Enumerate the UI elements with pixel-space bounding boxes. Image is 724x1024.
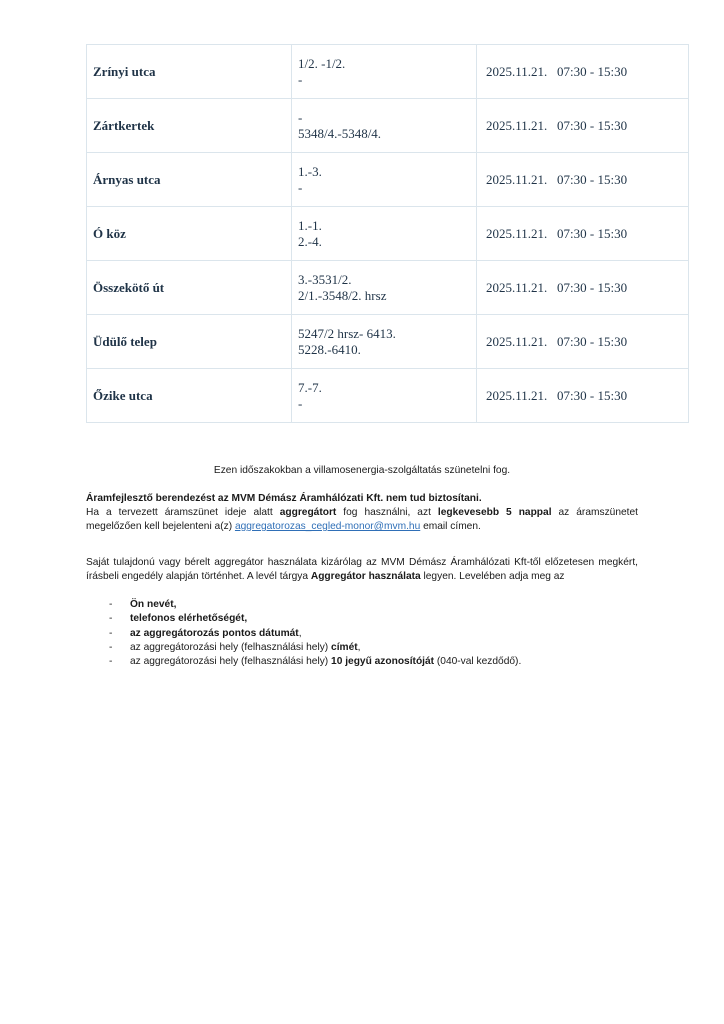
- number-line: 2.-4.: [298, 233, 322, 249]
- number-line: 1/2. -1/2.: [298, 55, 346, 71]
- table-row: [87, 261, 689, 315]
- number-line: 1.-1.: [298, 217, 322, 233]
- outage-datetime: 2025.11.21. 07:30 - 15:30: [477, 261, 689, 315]
- house-numbers: [292, 99, 477, 153]
- list-text: Ön nevét,: [130, 599, 177, 610]
- outage-notice: Ezen időszakokban a villamosenergia-szolgáltatás szünetelni fog.: [213, 465, 511, 476]
- outage-datetime: 2025.11.21. 07:30 - 15:30: [477, 315, 689, 369]
- own-generator-paragraph: [86, 556, 638, 584]
- email-link[interactable]: aggregatorozas_cegled-monor@mvm.hu: [234, 521, 421, 532]
- street-name: Üdülő telep: [87, 315, 292, 369]
- house-numbers: [292, 315, 477, 369]
- outage-table: [86, 44, 689, 423]
- list-item: [86, 598, 646, 612]
- list-dash: -: [109, 627, 113, 639]
- street-name: Összekötő út: [87, 261, 292, 315]
- number-line: -: [298, 395, 303, 411]
- list-text-bold: az aggregátorozás pontos dátumát: [130, 627, 299, 639]
- street-name: Zrínyi utca: [87, 45, 292, 99]
- list-text: az aggregátorozási hely (felhasználási hely): [130, 656, 332, 668]
- table-row: [87, 207, 689, 261]
- table-row: [87, 45, 689, 99]
- list-text: az aggregátorozási hely (felhasználási hely): [130, 641, 332, 653]
- generator-heading-text: Áramfejlesztő berendezést az MVM Démász Áramhálózati Kft. nem tud biztosítani.: [86, 493, 482, 504]
- text-run-bold: aggregátort: [279, 507, 337, 518]
- text-run: Saját tulajdonú vagy bérelt aggregátor használata kizárólag az MVM Démász Áramhálózati Kft-től előzetesen megkért, írásbeli engedély alapján történhet. A levél tárgya: [86, 557, 638, 582]
- number-line: -: [298, 179, 303, 195]
- text-run-bold: legkevesebb 5 nappal: [437, 507, 552, 518]
- street-name: Őzike utca: [87, 369, 292, 423]
- number-line: 3.-3531/2.: [298, 271, 352, 287]
- text-run: Ha a tervezett áramszünet ideje alatt: [86, 507, 280, 518]
- list-dash: -: [109, 613, 113, 625]
- text-run-bold: Aggregátor használata: [310, 571, 421, 582]
- number-line: 2/1.-3548/2. hrsz: [298, 287, 387, 303]
- outage-datetime: 2025.11.21. 07:30 - 15:30: [477, 99, 689, 153]
- list-dash: -: [109, 599, 113, 610]
- text-run: email címen.: [420, 521, 481, 532]
- street-name: Árnyas utca: [87, 153, 292, 207]
- text-run: az áramszünetet megelőzően kell bejelenteni a(z): [86, 507, 638, 532]
- list-item: [86, 612, 646, 626]
- house-numbers: [292, 207, 477, 261]
- list-text: ,: [357, 641, 361, 653]
- outage-datetime: 2025.11.21. 07:30 - 15:30: [477, 207, 689, 261]
- number-line: 7.-7.: [298, 379, 322, 395]
- list-text-bold: címét: [331, 641, 358, 653]
- table-row: [87, 99, 689, 153]
- list-item: [86, 655, 646, 669]
- house-numbers: [292, 369, 477, 423]
- table-row: [87, 369, 689, 423]
- list-item: [86, 627, 646, 641]
- outage-datetime: 2025.11.21. 07:30 - 15:30: [477, 45, 689, 99]
- number-line: 5348/4.-5348/4.: [298, 125, 382, 141]
- house-numbers: [292, 153, 477, 207]
- street-name: Ó köz: [87, 207, 292, 261]
- generator-heading: [86, 492, 638, 506]
- text-run: legyen. Levelében adja meg az: [420, 571, 565, 582]
- number-line: 5247/2 hrsz- 6413.: [298, 325, 396, 341]
- list-dash: -: [109, 656, 113, 668]
- house-numbers: [292, 261, 477, 315]
- outage-datetime: 2025.11.21. 07:30 - 15:30: [477, 369, 689, 423]
- number-line: -: [298, 71, 303, 87]
- list-dash: -: [109, 641, 113, 653]
- required-info-list: [86, 598, 646, 669]
- street-name: Zártkertek: [87, 99, 292, 153]
- generator-paragraph: [86, 506, 638, 534]
- house-numbers: [292, 45, 477, 99]
- list-text: (040-val kezdődő).: [434, 656, 522, 668]
- table-row: [87, 153, 689, 207]
- list-text-bold: 10 jegyű azonosítóját: [331, 656, 435, 668]
- number-line: -: [298, 109, 303, 125]
- list-item: [86, 641, 646, 655]
- number-line: 5228.-6410.: [298, 341, 361, 357]
- table-row: [87, 315, 689, 369]
- list-text: ,: [298, 627, 302, 639]
- list-text: telefonos elérhetőségét,: [130, 613, 248, 625]
- outage-datetime: 2025.11.21. 07:30 - 15:30: [477, 153, 689, 207]
- number-line: 1.-3.: [298, 163, 322, 179]
- text-run: fog használni, azt: [336, 507, 438, 518]
